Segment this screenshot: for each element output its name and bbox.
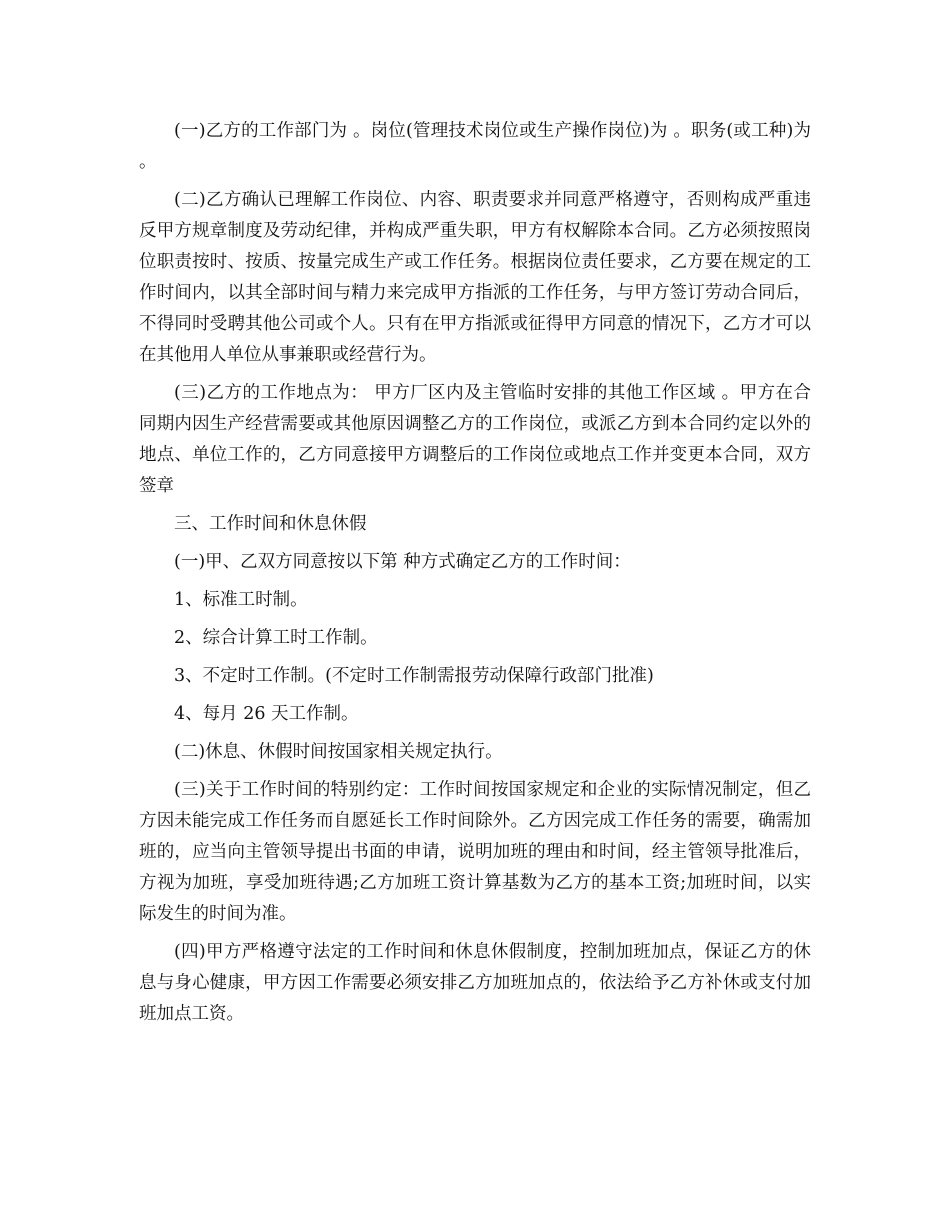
- paragraph-job-responsibilities: (二)乙方确认已理解工作岗位、内容、职责要求并同意严格遵守，否则构成严重违反甲方规章制度及劳动纪律，并构成严重失职，甲方有权解除本合同。乙方必须按照岗位职责按时、按质、按量完成生产或工作任务。根据岗位责任要求，乙方要在规定的工作时间内，以其全部时间与精力来完成甲方指派的工作任务，与甲方签订劳动合同后，不得同时受聘其他公司或个人。只有在甲方指派或征得甲方同意的情况下，乙方才可以在其他用人单位从事兼职或经营行为。: [139, 190, 811, 365]
- section-heading-work-time: 三、工作时间和休息休假: [174, 514, 367, 534]
- paragraph-work-department: (一)乙方的工作部门为 。岗位(管理技术岗位或生产操作岗位)为 。职务(或工种)为 。: [139, 121, 811, 172]
- list-item-comprehensive-hours: 2、综合计算工时工作制。: [174, 628, 378, 648]
- paragraph-special-agreement: (三)关于工作时间的特别约定：工作时间按国家规定和企业的实际情况制定，但乙方因未能完成工作任务而自愿延长工作时间除外。乙方因完成工作任务的需要，确需加班的，应当向主管领导提出书面的申请，说明加班的理由和时间，经主管领导批准后，方视为加班，享受加班待遇;乙方加班工资计算基数为乙方的基本工资;加班时间，以实际发生的时间为准。: [139, 780, 811, 924]
- list-item-26-days: 4、每月 26 天工作制。: [174, 704, 359, 724]
- list-item-flexible-hours: 3、不定时工作制。(不定时工作制需报劳动保障行政部门批准): [174, 666, 654, 686]
- document-body: [139, 116, 811, 1037]
- paragraph-overtime-control: (四)甲方严格遵守法定的工作时间和休息休假制度，控制加班加点，保证乙方的休息与身心健康，甲方因工作需要必须安排乙方加班加点的，依法给予乙方补休或支付加班加点工资。: [139, 942, 811, 1024]
- list-item-standard-hours: 1、标准工时制。: [174, 590, 308, 610]
- paragraph-work-time-method: (一)甲、乙双方同意按以下第 种方式确定乙方的工作时间：: [174, 552, 631, 572]
- paragraph-work-location: (三)乙方的工作地点为： 甲方厂区内及主管临时安排的其他工作区域 。甲方在合同期内因生产经营需要或其他原因调整乙方的工作岗位，或派乙方到本合同约定以外的地点、单位工作的，乙方同意接甲方调整后的工作岗位或地点工作并变更本合同，双方签章: [139, 383, 811, 496]
- paragraph-rest-leave: (二)休息、休假时间按国家相关规定执行。: [174, 742, 503, 762]
